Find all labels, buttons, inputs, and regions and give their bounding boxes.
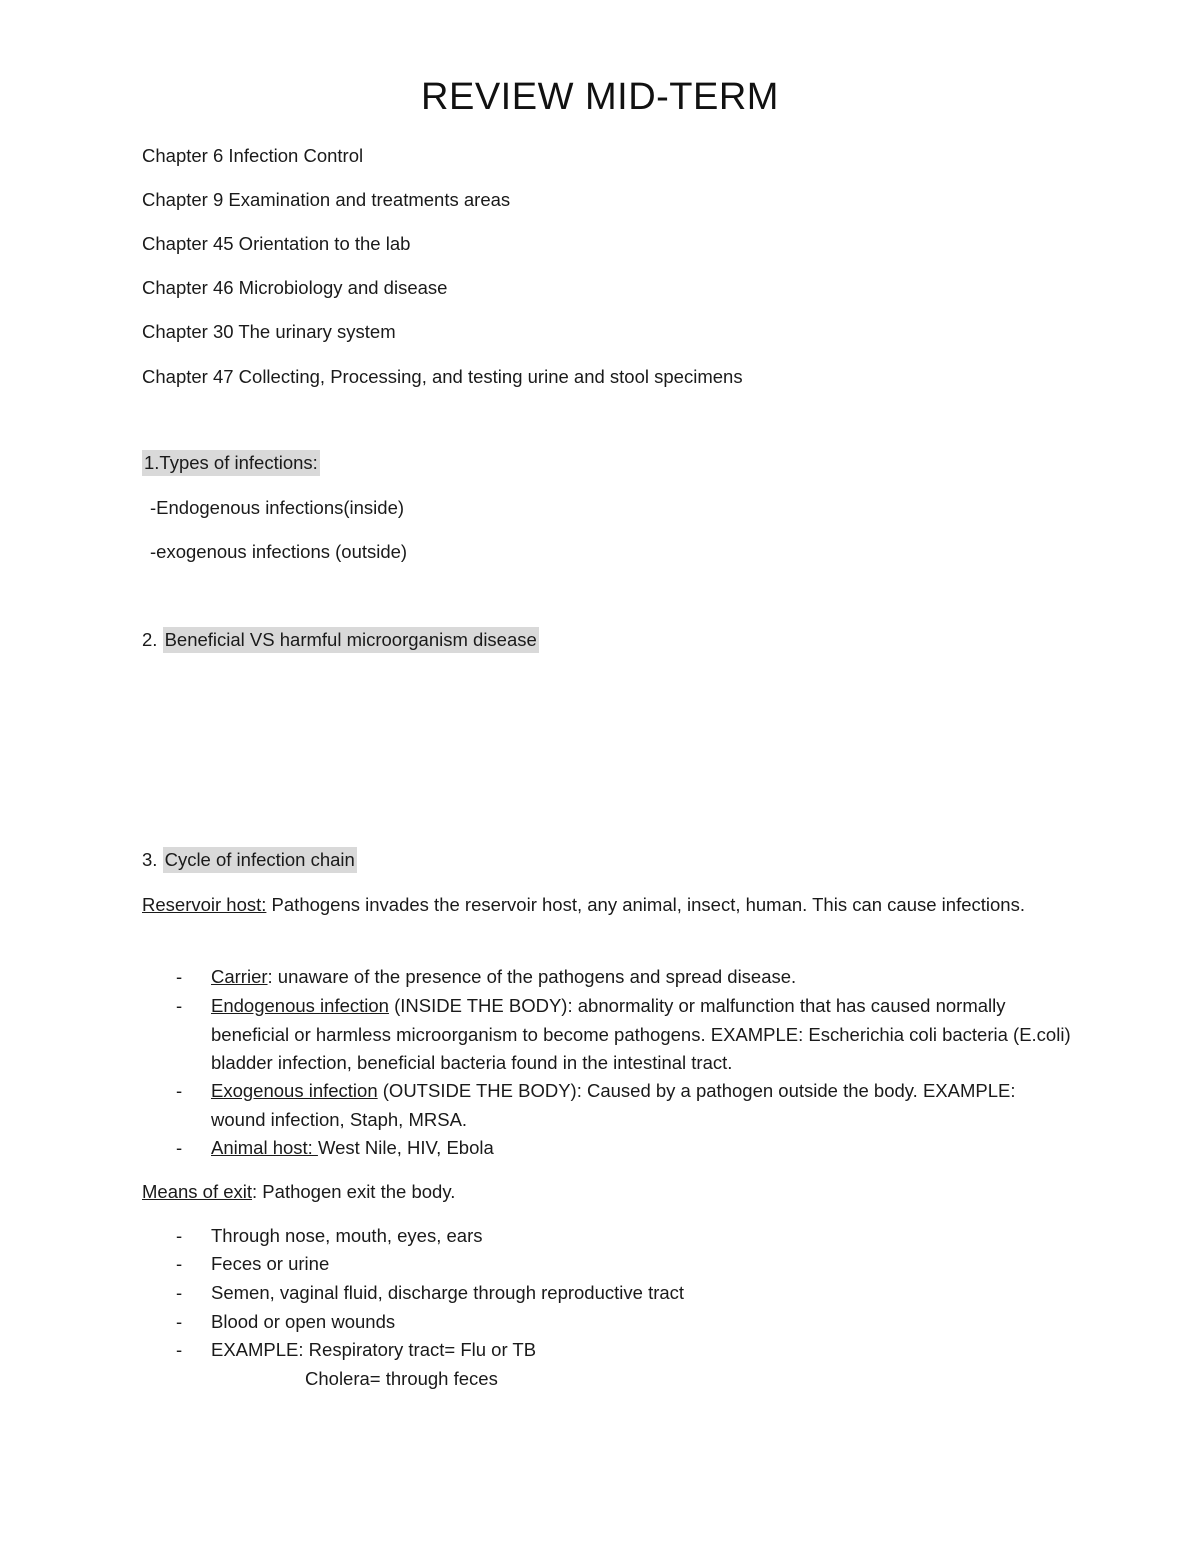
bullet-label: Carrier [211,966,268,987]
bullet-animal-host [211,1134,1071,1163]
section-3-number: 3. [142,849,158,870]
chapter-line: Chapter 45 Orientation to the lab [142,233,411,254]
exit-bullet: Feces or urine [211,1253,330,1274]
section-3-heading [142,849,357,871]
section-2-heading [142,629,539,651]
bullet-dash: - [176,1253,183,1274]
bullet-text: West Nile, HIV, Ebola [317,1137,494,1158]
bullet-dash: - [176,1080,183,1101]
chapter-line: Chapter 9 Examination and treatments areas [142,189,511,210]
exit-bullet-continuation: Cholera= through feces [305,1368,498,1389]
exit-bullet: EXAMPLE: Respiratory tract= Flu or TB [211,1339,537,1360]
chapter-line: Chapter 46 Microbiology and disease [142,277,448,298]
section-1-item: -exogenous infections (outside) [150,541,408,562]
section-1-item: -Endogenous infections(inside) [150,497,405,518]
bullet-dash: - [176,966,183,987]
section-1-heading-text: 1.Types of infections: [142,450,320,476]
section-3-heading-text: Cycle of infection chain [163,847,357,873]
bullet-text: (INSIDE THE BODY): abnormality or malfunction that has caused normally beneficial or harmless microorganism to become pathogens. EXAMPLE: Escherichia coli bacteria (E.coli) bladder infection, beneficial bacteria found in the intestinal tract. [211,995,1071,1073]
reservoir-label: Reservoir host: [142,894,267,915]
bullet-exogenous [211,1077,1071,1134]
section-2-heading-text: Beneficial VS harmful microorganism disease [163,627,539,653]
chapter-line: Chapter 30 The urinary system [142,321,396,342]
bullet-label: Exogenous infection [211,1080,378,1101]
bullet-endogenous [211,992,1071,1078]
bullet-text: : unaware of the presence of the pathogens and spread disease. [267,966,797,987]
bullet-dash: - [176,995,183,1016]
chapter-line: Chapter 47 Collecting, Processing, and testing urine and stool specimens [142,366,743,387]
exit-text: : Pathogen exit the body. [252,1181,456,1202]
bullet-dash: - [176,1339,183,1360]
bullet-dash: - [176,1137,183,1158]
exit-bullet: Semen, vaginal fluid, discharge through reproductive tract [211,1282,685,1303]
chapter-line: Chapter 6 Infection Control [142,145,364,166]
exit-bullet: Through nose, mouth, eyes, ears [211,1225,483,1246]
bullet-carrier [211,963,1071,992]
bullet-dash: - [176,1225,183,1246]
bullet-label: Animal host: [211,1137,318,1158]
exit-label: Means of exit [142,1181,253,1202]
reservoir-text: Pathogens invades the reservoir host, any animal, insect, human. This can cause infections. [266,894,1025,915]
section-1-heading [142,452,320,474]
reservoir-paragraph [142,891,1042,920]
bullet-dash: - [176,1282,183,1303]
exit-paragraph [142,1181,455,1203]
bullet-label: Endogenous infection [211,995,389,1016]
bullet-dash: - [176,1311,183,1332]
exit-bullet: Blood or open wounds [211,1311,396,1332]
section-2-number: 2. [142,629,158,650]
page-title: REVIEW MID-TERM [421,76,779,118]
bullet-text: (OUTSIDE THE BODY): Caused by a pathogen outside the body. EXAMPLE: wound infection, Staph, MRSA. [211,1080,1016,1130]
